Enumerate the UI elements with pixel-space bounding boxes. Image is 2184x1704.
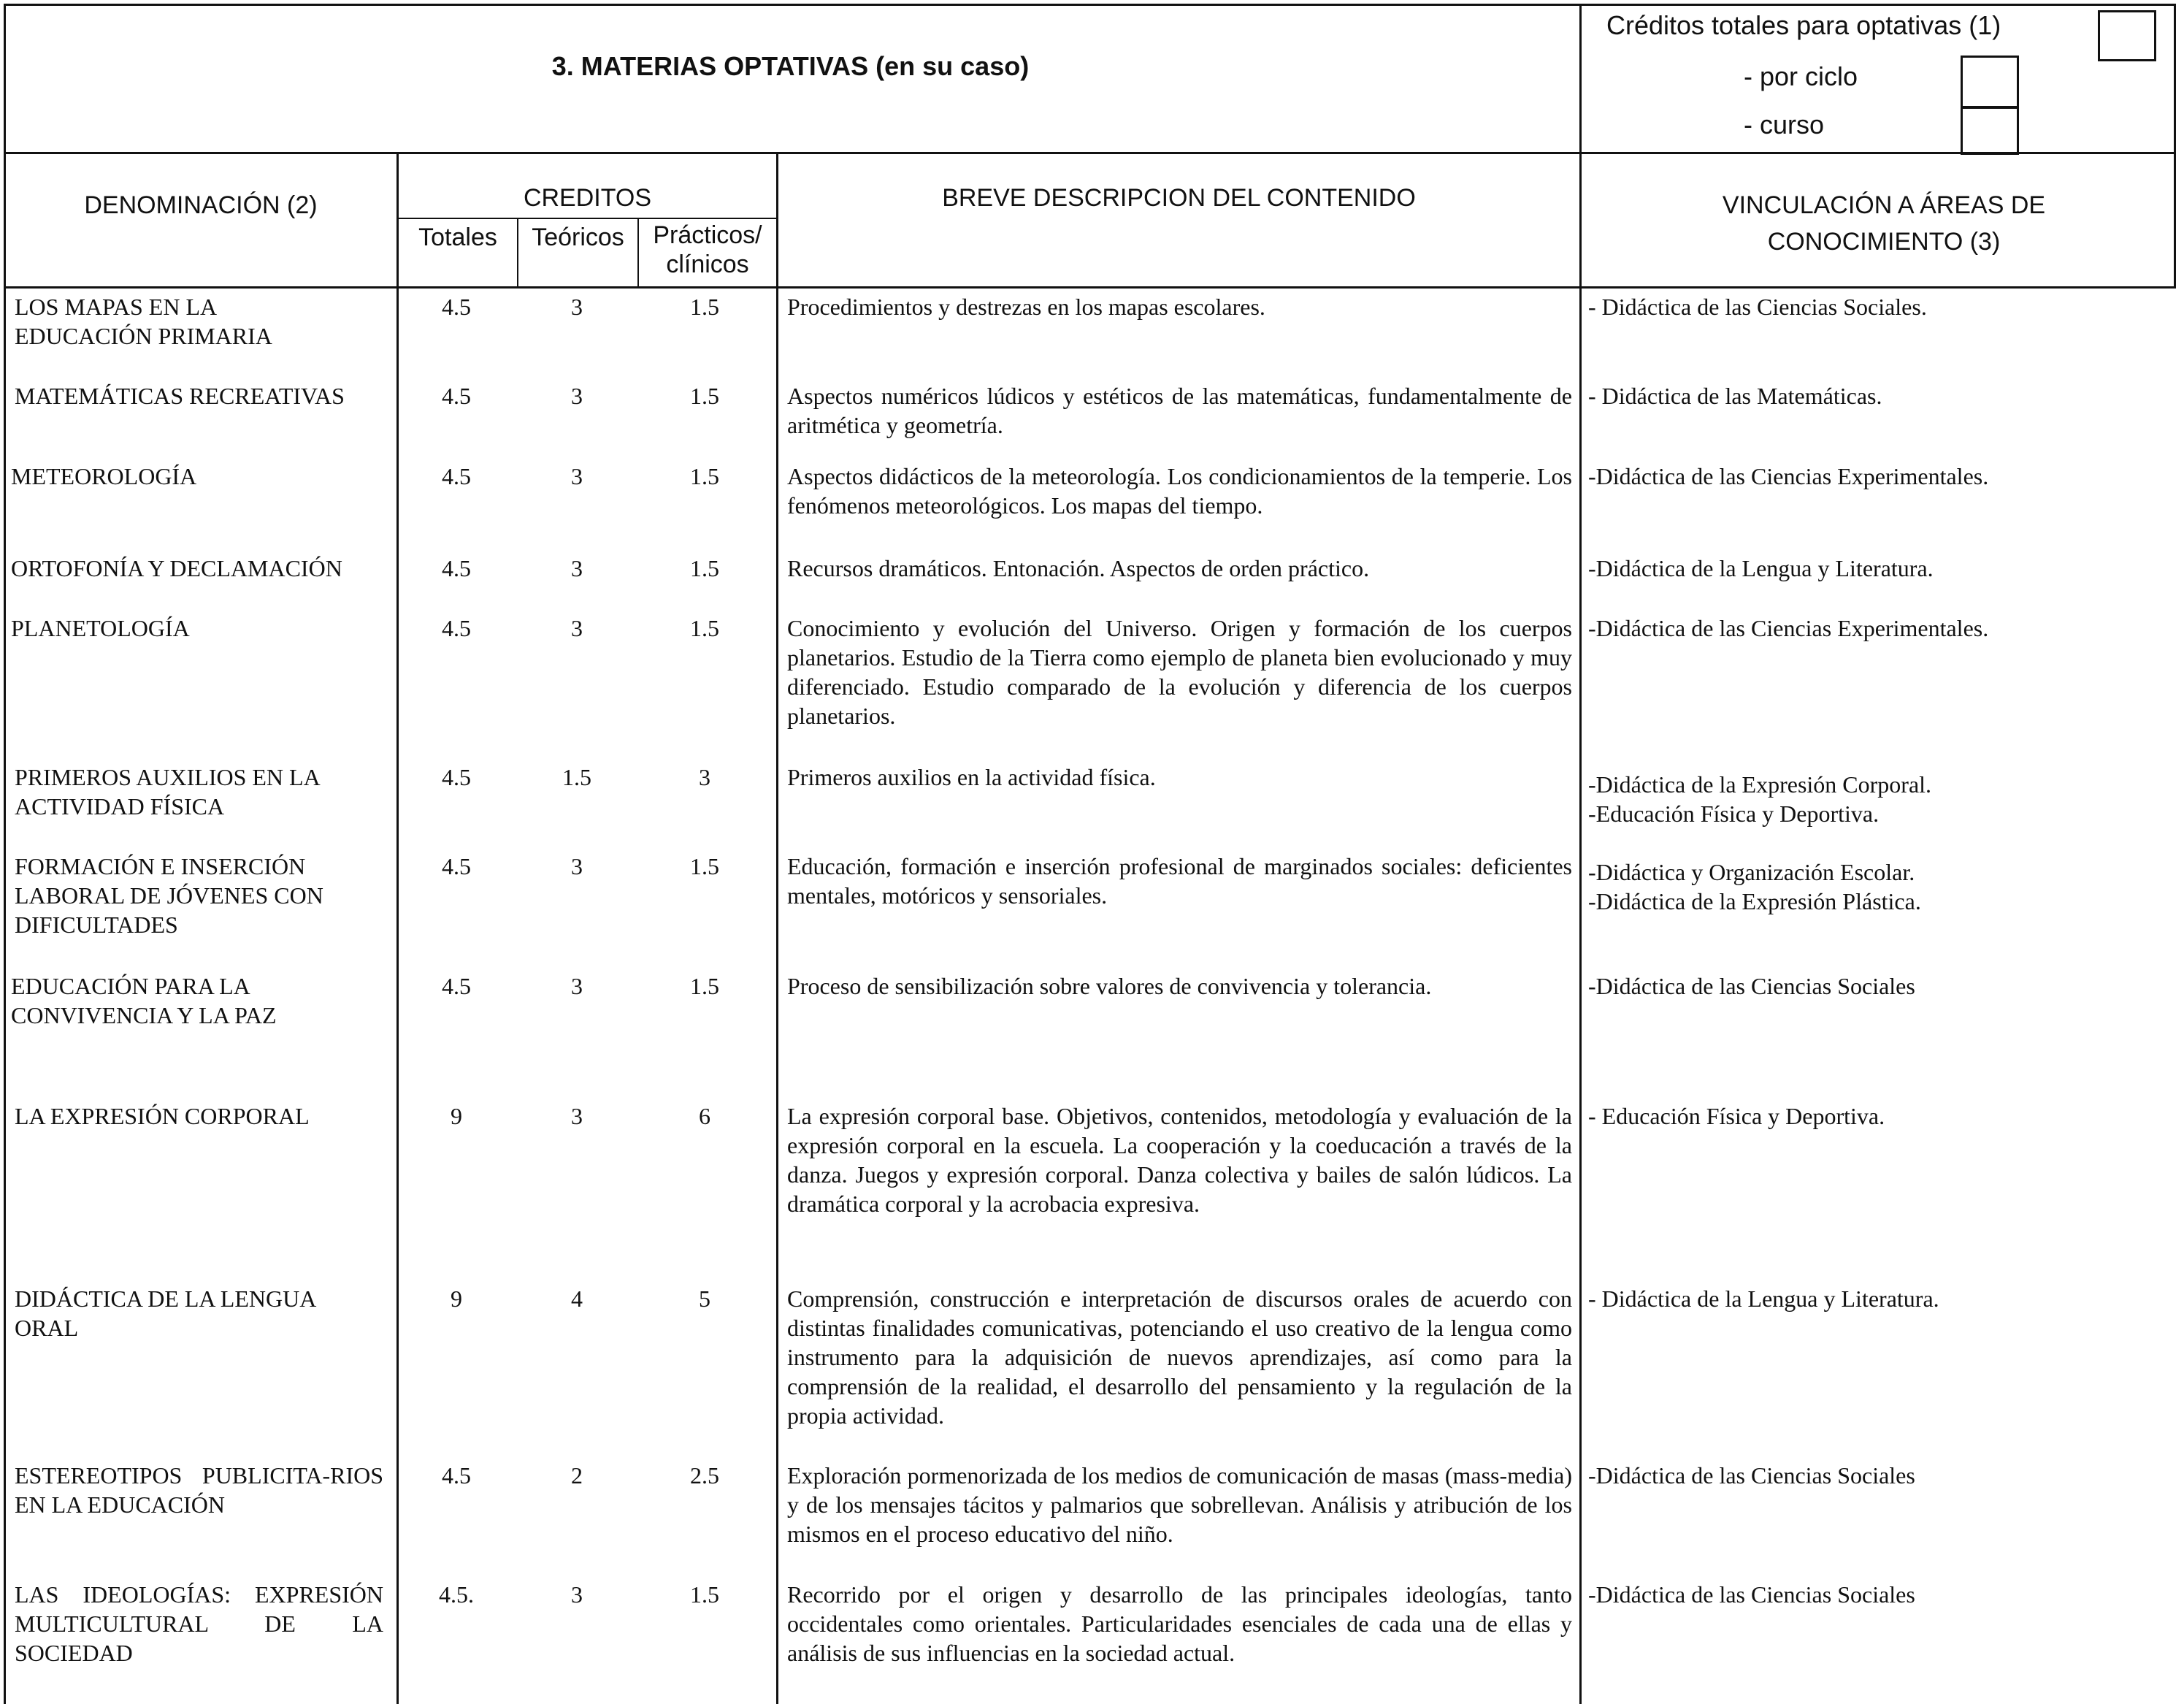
row-practicos: 1.5 (690, 973, 719, 999)
row-description: Procedimientos y destrezas en los mapas escolares. (787, 294, 1265, 320)
colhead-descripcion: BREVE DESCRIPCION DEL CONTENIDO (942, 184, 1416, 212)
row-description: Aspectos numéricos lúdicos y estéticos de las matemáticas, fundamentalmente de aritmética y geometría. (787, 383, 1572, 438)
row-name: ESTEREOTIPOS PUBLICITA-RIOS EN LA EDUCACIÓN (15, 1462, 383, 1518)
outer-right-border (2174, 4, 2176, 289)
section-title: 3. MATERIAS OPTATIVAS (en su caso) (551, 51, 1030, 81)
row-area: - Didáctica de las Matemáticas. (1588, 383, 1882, 409)
row-teoricos: 2 (571, 1462, 583, 1489)
header-bottom-border (4, 152, 2176, 154)
per-cycle-box (1961, 56, 2019, 108)
row-name: LA EXPRESIÓN CORPORAL (15, 1103, 310, 1129)
row-area: -Didáctica y Organización Escolar. -Didáctica de la Expresión Plástica. (1588, 859, 1921, 914)
row-description: Primeros auxilios en la actividad física. (787, 764, 1156, 790)
row-area: -Didáctica de las Ciencias Sociales (1588, 1462, 1915, 1489)
row-practicos: 2.5 (690, 1462, 719, 1489)
row-description: Aspectos didácticos de la meteorología. Los condicionamientos de la temperie. Los fenómenos meteorológicos. Los mapas del tiempo. (787, 463, 1572, 519)
credits-subhead-border (396, 218, 778, 219)
row-area: -Didáctica de las Ciencias Sociales (1588, 973, 1915, 999)
row-totales: 4.5 (442, 555, 471, 581)
row-practicos: 1.5 (690, 615, 719, 641)
row-totales: 4.5 (442, 853, 471, 879)
colhead-creditos: CREDITOS (523, 184, 652, 212)
credits-total-box (2098, 10, 2156, 61)
row-area: - Didáctica de las Ciencias Sociales. (1588, 294, 1927, 320)
row-practicos: 1.5 (690, 463, 719, 489)
row-name: DIDÁCTICA DE LA LENGUA ORAL (15, 1285, 315, 1341)
per-course-box (1961, 107, 2019, 155)
row-totales: 4.5. (439, 1581, 474, 1608)
row-area: -Didáctica de la Expresión Corporal. -Educación Física y Deportiva. (1588, 771, 1932, 827)
row-name: ORTOFONÍA Y DECLAMACIÓN (11, 555, 342, 581)
row-practicos: 5 (699, 1285, 710, 1312)
row-area: -Didáctica de las Ciencias Experimentales. (1588, 615, 1989, 641)
row-teoricos: 3 (571, 853, 583, 879)
row-name: MATEMÁTICAS RECREATIVAS (15, 383, 345, 409)
row-name: LAS IDEOLOGÍAS: EXPRESIÓN MULTICULTURAL DE LA SOCIEDAD (15, 1581, 383, 1666)
row-teoricos: 3 (571, 973, 583, 999)
row-area: - Educación Física y Deportiva. (1588, 1103, 1885, 1129)
row-practicos: 1.5 (690, 555, 719, 581)
row-practicos: 3 (699, 764, 710, 790)
row-teoricos: 1.5 (562, 764, 591, 790)
row-totales: 4.5 (442, 463, 471, 489)
row-name: METEOROLOGÍA (11, 463, 197, 489)
row-practicos: 1.5 (690, 383, 719, 409)
row-totales: 9 (451, 1103, 462, 1129)
row-practicos: 1.5 (690, 853, 719, 879)
col-sep-1 (396, 152, 399, 1704)
row-name: LOS MAPAS EN LA EDUCACIÓN PRIMARIA (15, 294, 272, 349)
outer-top-border (4, 4, 2176, 6)
col-sep-3 (1579, 4, 1582, 1704)
outer-left-border (4, 4, 6, 1704)
row-totales: 4.5 (442, 764, 471, 790)
row-description: La expresión corporal base. Objetivos, contenidos, metodología y evaluación de la expresión corporal en la escuela. La cooperación y la coeducación a través de la danza. Juegos y expresión corporal. Danza colectiva y bailes de salón lúdicos. La dramática corporal y la acrobacia expresiva. (787, 1103, 1572, 1217)
row-teoricos: 3 (571, 1581, 583, 1608)
row-practicos: 1.5 (690, 294, 719, 320)
row-description: Exploración pormenorizada de los medios de comunicación de masas (mass-media) y de los mensajes tácitos y palmarios que sobrellevan. Análisis y atribución de los mismos en el proceso educativo del niño. (787, 1462, 1572, 1547)
row-practicos: 1.5 (690, 1581, 719, 1608)
row-description: Conocimiento y evolución del Universo. Origen y formación de los cuerpos planetarios. Estudio de la Tierra como ejemplo de planeta bien evolucionado y muy diferenciado. Estudio comparado de la evolución y diferencia de los cuerpos planetarios. (787, 615, 1572, 729)
row-teoricos: 3 (571, 555, 583, 581)
row-teoricos: 3 (571, 615, 583, 641)
row-description: Recorrido por el origen y desarrollo de las principales ideologías, tanto occidentales como orientales. Particularidades esenciales de cada una de ellas y análisis de sus influencias en la sociedad actual. (787, 1581, 1572, 1666)
row-name: PLANETOLOGÍA (11, 615, 190, 641)
row-area: - Didáctica de la Lengua y Literatura. (1588, 1285, 1939, 1312)
per-cycle-label: - por ciclo (1744, 61, 1858, 91)
row-area: -Didáctica de las Ciencias Experimentales. (1588, 463, 1989, 489)
credits-total-label: Créditos totales para optativas (1) (1606, 10, 2001, 40)
row-description: Educación, formación e inserción profesional de marginados sociales: deficientes mentales, motóricos y sensoriales. (787, 853, 1572, 909)
colhead-bottom-border (4, 286, 2176, 289)
col-sep-2 (776, 152, 778, 1704)
row-teoricos: 4 (571, 1285, 583, 1312)
row-description: Comprensión, construcción e interpretación de discursos orales de acuerdo con distintas finalidades comunicativas, potenciando el uso creativo de la lengua como instrumento para la adquisición de nuevos aprendizajes, así como para la comprensión de la realidad, el desarrollo del pensamiento y la regulación de la propia actividad. (787, 1285, 1572, 1429)
row-teoricos: 3 (571, 463, 583, 489)
row-area: -Didáctica de las Ciencias Sociales (1588, 1581, 1915, 1608)
row-name: FORMACIÓN E INSERCIÓN LABORAL DE JÓVENES CON DIFICULTADES (15, 853, 323, 938)
row-name: EDUCACIÓN PARA LA CONVIVENCIA Y LA PAZ (11, 973, 277, 1028)
row-description: Proceso de sensibilización sobre valores de convivencia y tolerancia. (787, 973, 1432, 999)
row-teoricos: 3 (571, 294, 583, 320)
colhead-teoricos: Teóricos (532, 223, 624, 251)
row-totales: 4.5 (442, 294, 471, 320)
row-area: -Didáctica de la Lengua y Literatura. (1588, 555, 1934, 581)
row-totales: 4.5 (442, 1462, 471, 1489)
per-course-label: - curso (1744, 110, 1825, 140)
colhead-denominacion: DENOMINACIÓN (2) (84, 191, 318, 219)
row-teoricos: 3 (571, 383, 583, 409)
row-totales: 4.5 (442, 383, 471, 409)
row-totales: 9 (451, 1285, 462, 1312)
row-totales: 4.5 (442, 615, 471, 641)
row-description: Recursos dramáticos. Entonación. Aspectos de orden práctico. (787, 555, 1370, 581)
colhead-vinculacion: VINCULACIÓN A ÁREAS DE CONOCIMIENTO (3) (1722, 191, 2046, 256)
colhead-totales: Totales (418, 223, 497, 251)
row-name: PRIMEROS AUXILIOS EN LA ACTIVIDAD FÍSICA (15, 764, 319, 819)
row-practicos: 6 (699, 1103, 710, 1129)
colhead-practicos: Prácticos/ clínicos (653, 221, 762, 278)
row-totales: 4.5 (442, 973, 471, 999)
row-teoricos: 3 (571, 1103, 583, 1129)
